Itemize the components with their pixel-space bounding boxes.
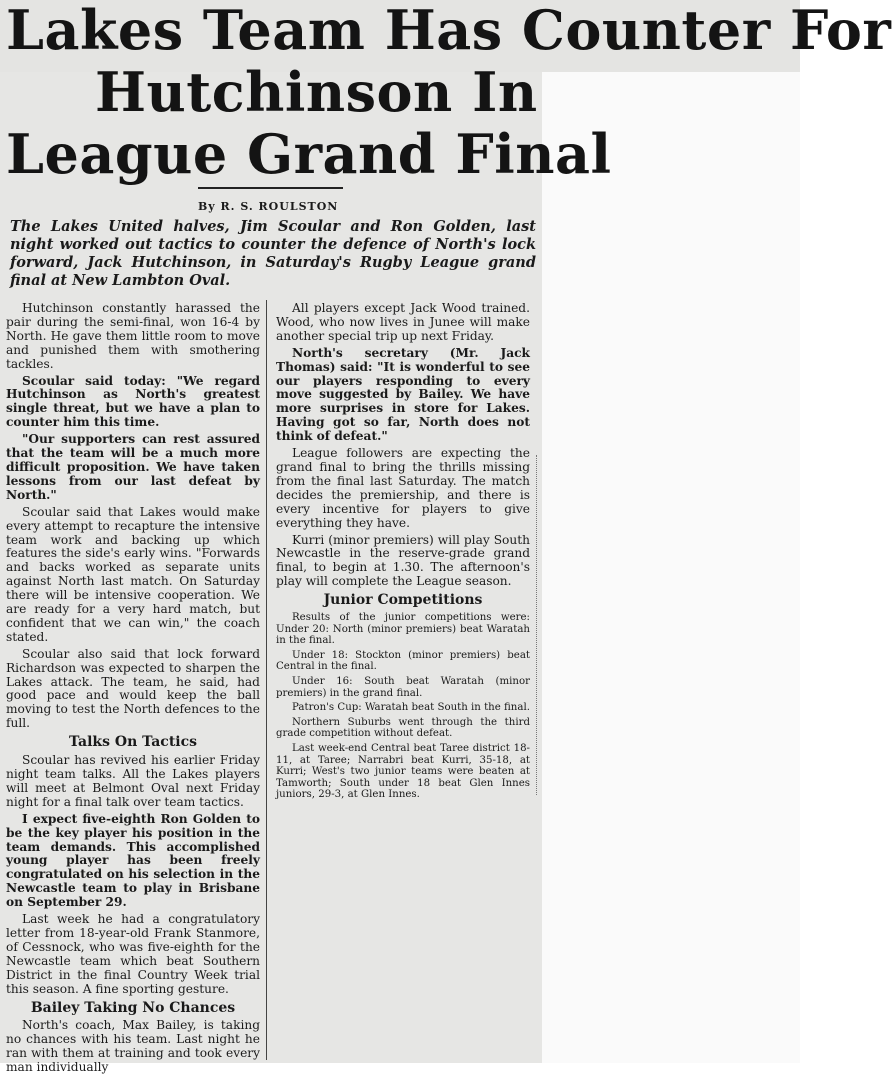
article-column-2 — [276, 302, 530, 804]
result-paragraph: Last week-end Central beat Taree district 18-11, at Taree; Narrabri beat Kurri, 35-18, at Kurri; West's two junior teams were beaten at Tamworth; South under 18 beat Glen Innes juniors, 29-3, at Glen Innes. — [276, 742, 530, 801]
paragraph: Kurri (minor premiers) will play South Newcastle in the reserve-grade grand final, to begin at 1.30. The afternoon's play will complete the League season. — [276, 532, 530, 589]
paragraph: Scoular has revived his earlier Friday night team talks. All the Lakes players will meet at Belmont Oval next Friday night for a final talk over team tactics. — [6, 753, 260, 809]
paragraph: I expect five-eighth Ron Golden to be the key player his position in the team demands. This accomplished young player has been freely congratulated on his selection in the Newcastle team to play in Brisbane on September 29. — [6, 811, 260, 910]
blank-background — [542, 72, 800, 1063]
junior-results — [276, 612, 530, 801]
column-separator — [266, 300, 267, 1060]
paragraph: North's coach, Max Bailey, is taking no chances with his team. Last night he ran with them at training and took every man individually — [6, 1018, 260, 1075]
paragraph: Scoular also said that lock forward Richardson was expected to sharpen the Lakes attack. The team, he said, had good pace and would keep the ball moving to test the North defences to the full. — [6, 646, 260, 731]
paragraph: All players except Jack Wood trained. Wood, who now lives in Junee will make another special trip up next Friday. — [276, 301, 530, 343]
result-paragraph: Patron's Cup: Waratah beat South in the final. — [292, 702, 530, 714]
byline-rule — [198, 187, 343, 189]
intro-paragraph: The Lakes United halves, Jim Scoular and Ron Golden, last night worked out tactics to counter the defence of North's lock forward, Jack Hutchinson, in Saturday's Rugby League grand final at New Lambton Oval. — [10, 218, 536, 289]
result-paragraph: Under 16: South beat Waratah (minor premiers) in the grand final. — [276, 676, 530, 699]
result-paragraph: Under 18: Stockton (minor premiers) beat Central in the final. — [276, 649, 530, 673]
paragraph: Hutchinson constantly harassed the pair during the semi-final, won 16-4 by North. He gave them little room to move and punished them with smothering tackles. — [6, 301, 260, 371]
paragraph: Scoular said today: "We regard Hutchinson as North's greatest single threat, but we have a plan to counter him this time. — [6, 373, 260, 430]
result-paragraph: Results of the junior competitions were: Under 20: North (minor premiers) beat Waratah in the final. — [276, 612, 530, 647]
result-paragraph: Northern Suburbs went through the third grade competition without defeat. — [276, 716, 530, 740]
headline-line-3: League Grand Final — [6, 122, 612, 186]
paragraph: "Our supporters can rest assured that the team will be a much more difficult proposition. We have taken lessons from our last defeat by North." — [6, 432, 260, 502]
headline-line-1: Lakes Team Has Counter For — [6, 0, 892, 62]
subheading-talks-on-tactics: Talks On Tactics — [68, 734, 198, 751]
subheading-bailey-taking-no-chances: Bailey Taking No Chances — [30, 999, 236, 1016]
byline: By R. S. ROULSTON — [198, 200, 339, 213]
headline-line-2: Hutchinson In — [95, 60, 538, 124]
column-edge — [536, 455, 537, 795]
subheading-junior-competitions: Junior Competitions — [323, 592, 483, 609]
article-column-1 — [6, 302, 260, 1078]
paragraph: Scoular said that Lakes would make every attempt to recapture the intensive team work and backing up which features the side's early wins. "Forwards and backs worked as separate units against North last match. On Saturday there will be intensive cooperation. We are ready for a very hard match, but confident that we can win," the coach stated. — [6, 504, 260, 644]
paragraph: League followers are expecting the grand final to bring the thrills missing from the final last Saturday. The match decides the premiership, and there is every incentive for players to give everything they have. — [276, 446, 530, 530]
paragraph: Last week he had a congratulatory letter from 18-year-old Frank Stanmore, of Cessnock, who was five-eighth for the Newcastle team which beat Southern District in the final Country Week trial this season. A fine sporting gesture. — [6, 912, 260, 996]
paragraph: North's secretary (Mr. Jack Thomas) said: "It is wonderful to see our players responding to every move suggested by Bailey. We have more surprises in store for Lakes. Having got so far, North does not think of defeat." — [276, 345, 530, 444]
